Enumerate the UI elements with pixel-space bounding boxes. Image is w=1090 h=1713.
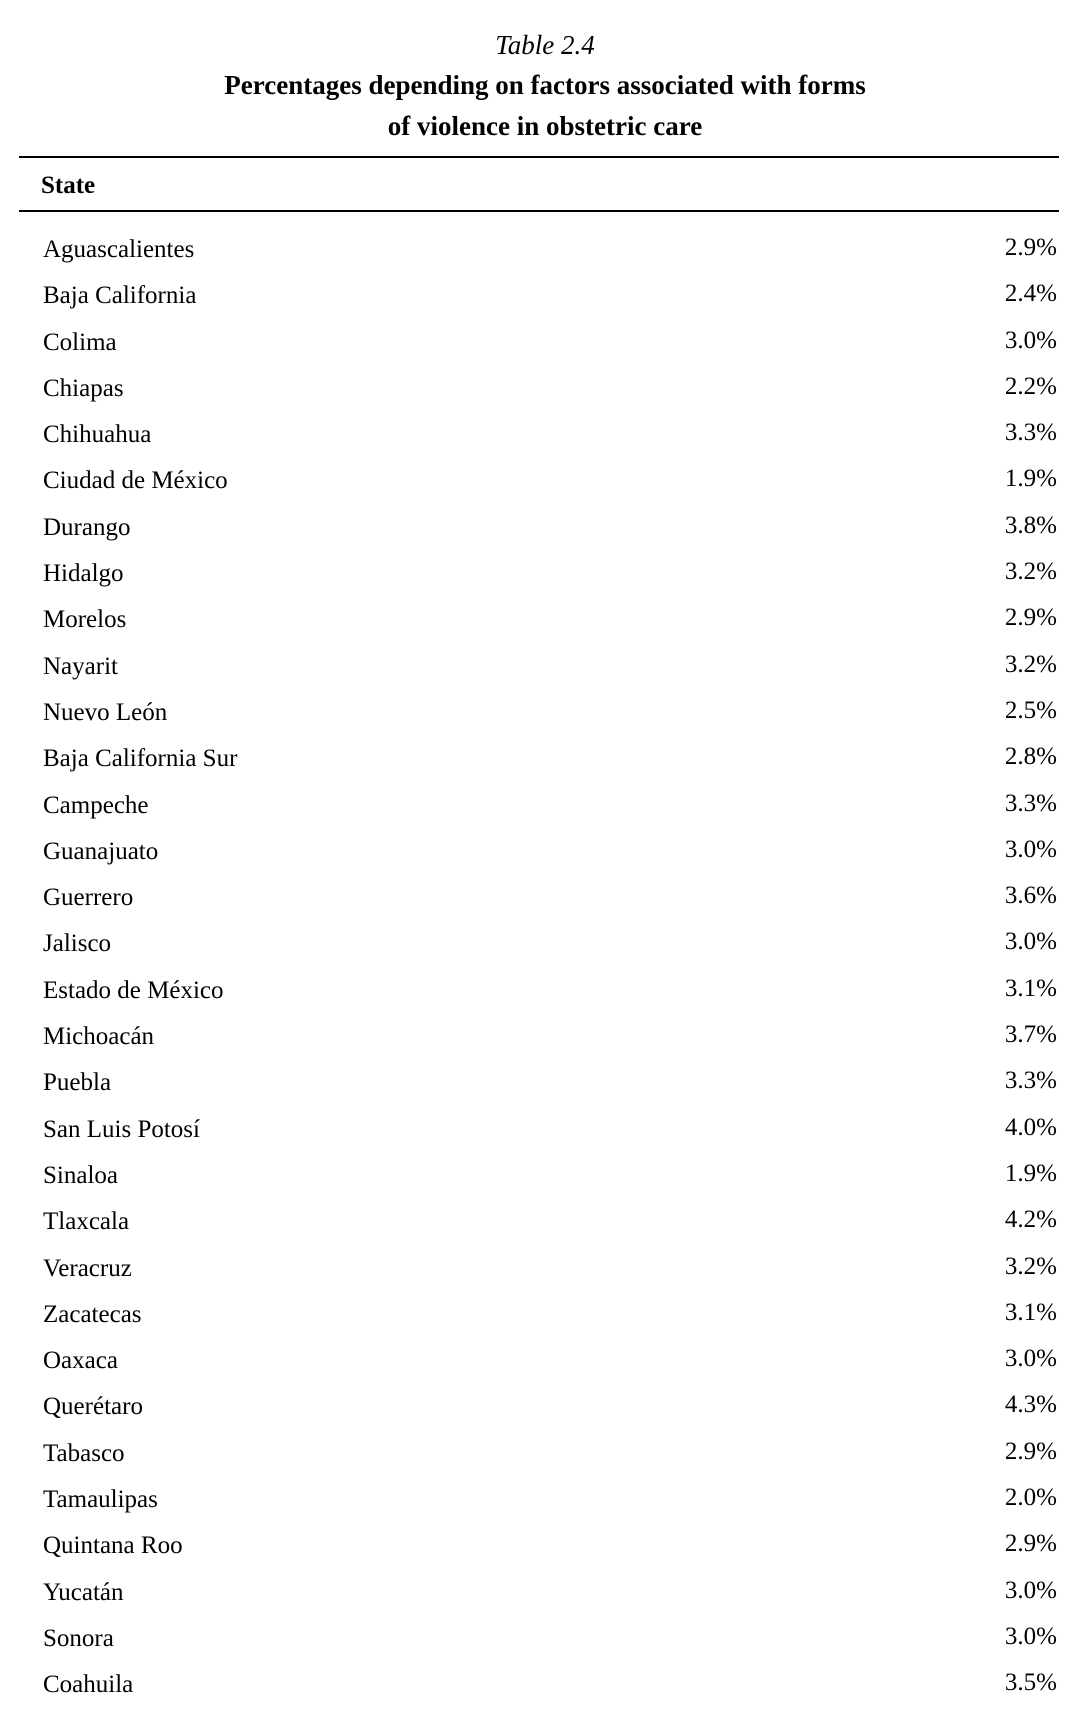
column-header-state: State	[41, 172, 96, 199]
percentage-value: 3.3%	[1004, 789, 1057, 817]
percentage-value: 2.2%	[1004, 372, 1057, 400]
table-row	[0, 1018, 1090, 1064]
percentage-value: 3.7%	[1004, 1021, 1057, 1049]
table-row	[0, 1296, 1090, 1342]
percentage-value: 3.0%	[1004, 1622, 1057, 1650]
table-row	[0, 1620, 1090, 1666]
table-row	[0, 416, 1090, 462]
state-name: Michoacán	[43, 1023, 155, 1051]
percentage-value: 3.0%	[1004, 1576, 1057, 1604]
state-name: Colima	[43, 328, 117, 356]
percentage-value: 2.9%	[1004, 234, 1057, 261]
state-name: Coahuila	[43, 1671, 134, 1699]
table-row	[0, 555, 1090, 601]
table-row	[0, 1435, 1090, 1481]
table-row	[0, 648, 1090, 694]
table-row	[0, 231, 1090, 277]
state-name: Nayarit	[43, 652, 118, 680]
table-row	[0, 1250, 1090, 1296]
state-name: Tlaxcala	[43, 1208, 130, 1236]
table-row	[0, 879, 1090, 925]
percentage-value: 3.0%	[1004, 326, 1057, 354]
percentage-value: 3.0%	[1004, 835, 1057, 863]
state-name: Morelos	[43, 606, 127, 634]
percentage-value: 4.3%	[1004, 1391, 1057, 1419]
state-name: Durango	[43, 513, 131, 541]
percentage-value: 1.9%	[1004, 1159, 1057, 1187]
percentage-value: 2.0%	[1004, 1484, 1057, 1512]
state-name: Baja California Sur	[43, 745, 238, 773]
state-name: Oaxaca	[43, 1347, 118, 1375]
table-row	[0, 787, 1090, 833]
state-name: Tamaulipas	[43, 1486, 158, 1514]
percentage-value: 3.6%	[1004, 882, 1057, 910]
table-row	[0, 1064, 1090, 1110]
percentage-value: 3.2%	[1004, 650, 1057, 678]
table-row	[0, 694, 1090, 740]
percentage-value: 3.1%	[1004, 1298, 1057, 1326]
percentage-value: 3.1%	[1004, 974, 1057, 1002]
table-header-rule	[19, 210, 1059, 212]
state-name: San Luis Potosí	[43, 1115, 200, 1143]
percentage-value: 2.4%	[1004, 280, 1057, 308]
table-title	[0, 65, 1090, 147]
table-row	[0, 324, 1090, 370]
percentage-value: 4.0%	[1004, 1113, 1057, 1141]
percentage-value: 2.9%	[1004, 1530, 1057, 1558]
percentage-value: 2.9%	[1004, 604, 1057, 632]
table-row	[0, 833, 1090, 879]
table-top-rule	[19, 156, 1059, 158]
state-name: Ciudad de México	[43, 467, 228, 495]
percentage-value: 3.2%	[1004, 558, 1057, 586]
state-name: Estado de México	[43, 976, 224, 1004]
state-name: Querétaro	[43, 1393, 143, 1421]
table-row	[0, 1111, 1090, 1157]
percentage-value: 1.9%	[1004, 465, 1057, 493]
percentage-value: 3.8%	[1004, 511, 1057, 539]
state-name: Guerrero	[43, 884, 134, 912]
table-row	[0, 509, 1090, 555]
table-row	[0, 277, 1090, 323]
state-name: Quintana Roo	[43, 1532, 183, 1560]
table-body	[0, 231, 1090, 1713]
percentage-value: 3.3%	[1004, 419, 1057, 447]
table-row	[0, 370, 1090, 416]
table-row	[0, 1666, 1090, 1712]
state-name: Hidalgo	[43, 560, 124, 588]
state-name: Guanajuato	[43, 837, 159, 865]
table-row	[0, 1481, 1090, 1527]
table-row	[0, 1527, 1090, 1573]
state-name: Sonora	[43, 1624, 114, 1652]
table-title-line-1: Percentages depending on factors associated with forms	[224, 70, 866, 100]
table-row	[0, 925, 1090, 971]
state-name: Campeche	[43, 791, 149, 819]
state-name: Jalisco	[43, 930, 112, 958]
table-row	[0, 740, 1090, 786]
table-row	[0, 1574, 1090, 1620]
table-title-line-2: of violence in obstetric care	[387, 111, 703, 141]
table-row	[0, 1203, 1090, 1249]
state-name: Zacatecas	[43, 1300, 142, 1328]
percentage-value: 4.2%	[1004, 1206, 1057, 1234]
state-name: Chihuahua	[43, 421, 152, 449]
percentage-value: 2.5%	[1004, 696, 1057, 724]
percentage-value: 3.0%	[1004, 928, 1057, 956]
state-name: Yucatán	[43, 1578, 124, 1606]
percentage-value: 2.8%	[1004, 743, 1057, 771]
state-name: Sinaloa	[43, 1161, 118, 1189]
state-name: Veracruz	[43, 1254, 132, 1282]
percentage-value: 3.3%	[1004, 1067, 1057, 1095]
percentage-value: 3.0%	[1004, 1345, 1057, 1373]
state-name: Puebla	[43, 1069, 112, 1097]
state-name: Tabasco	[43, 1439, 125, 1467]
state-name: Chiapas	[43, 374, 124, 402]
table-row	[0, 462, 1090, 508]
table-row	[0, 1342, 1090, 1388]
table-row	[0, 601, 1090, 647]
table-row	[0, 972, 1090, 1018]
percentage-value: 3.2%	[1004, 1252, 1057, 1280]
state-name: Baja California	[43, 282, 197, 310]
table-label: Table 2.4	[495, 30, 595, 60]
table-row	[0, 1157, 1090, 1203]
percentage-value: 3.5%	[1004, 1669, 1057, 1697]
table-row	[0, 1388, 1090, 1434]
percentage-value: 2.9%	[1004, 1437, 1057, 1465]
state-name: Nuevo León	[43, 698, 168, 726]
state-name: Aguascalientes	[43, 236, 195, 263]
